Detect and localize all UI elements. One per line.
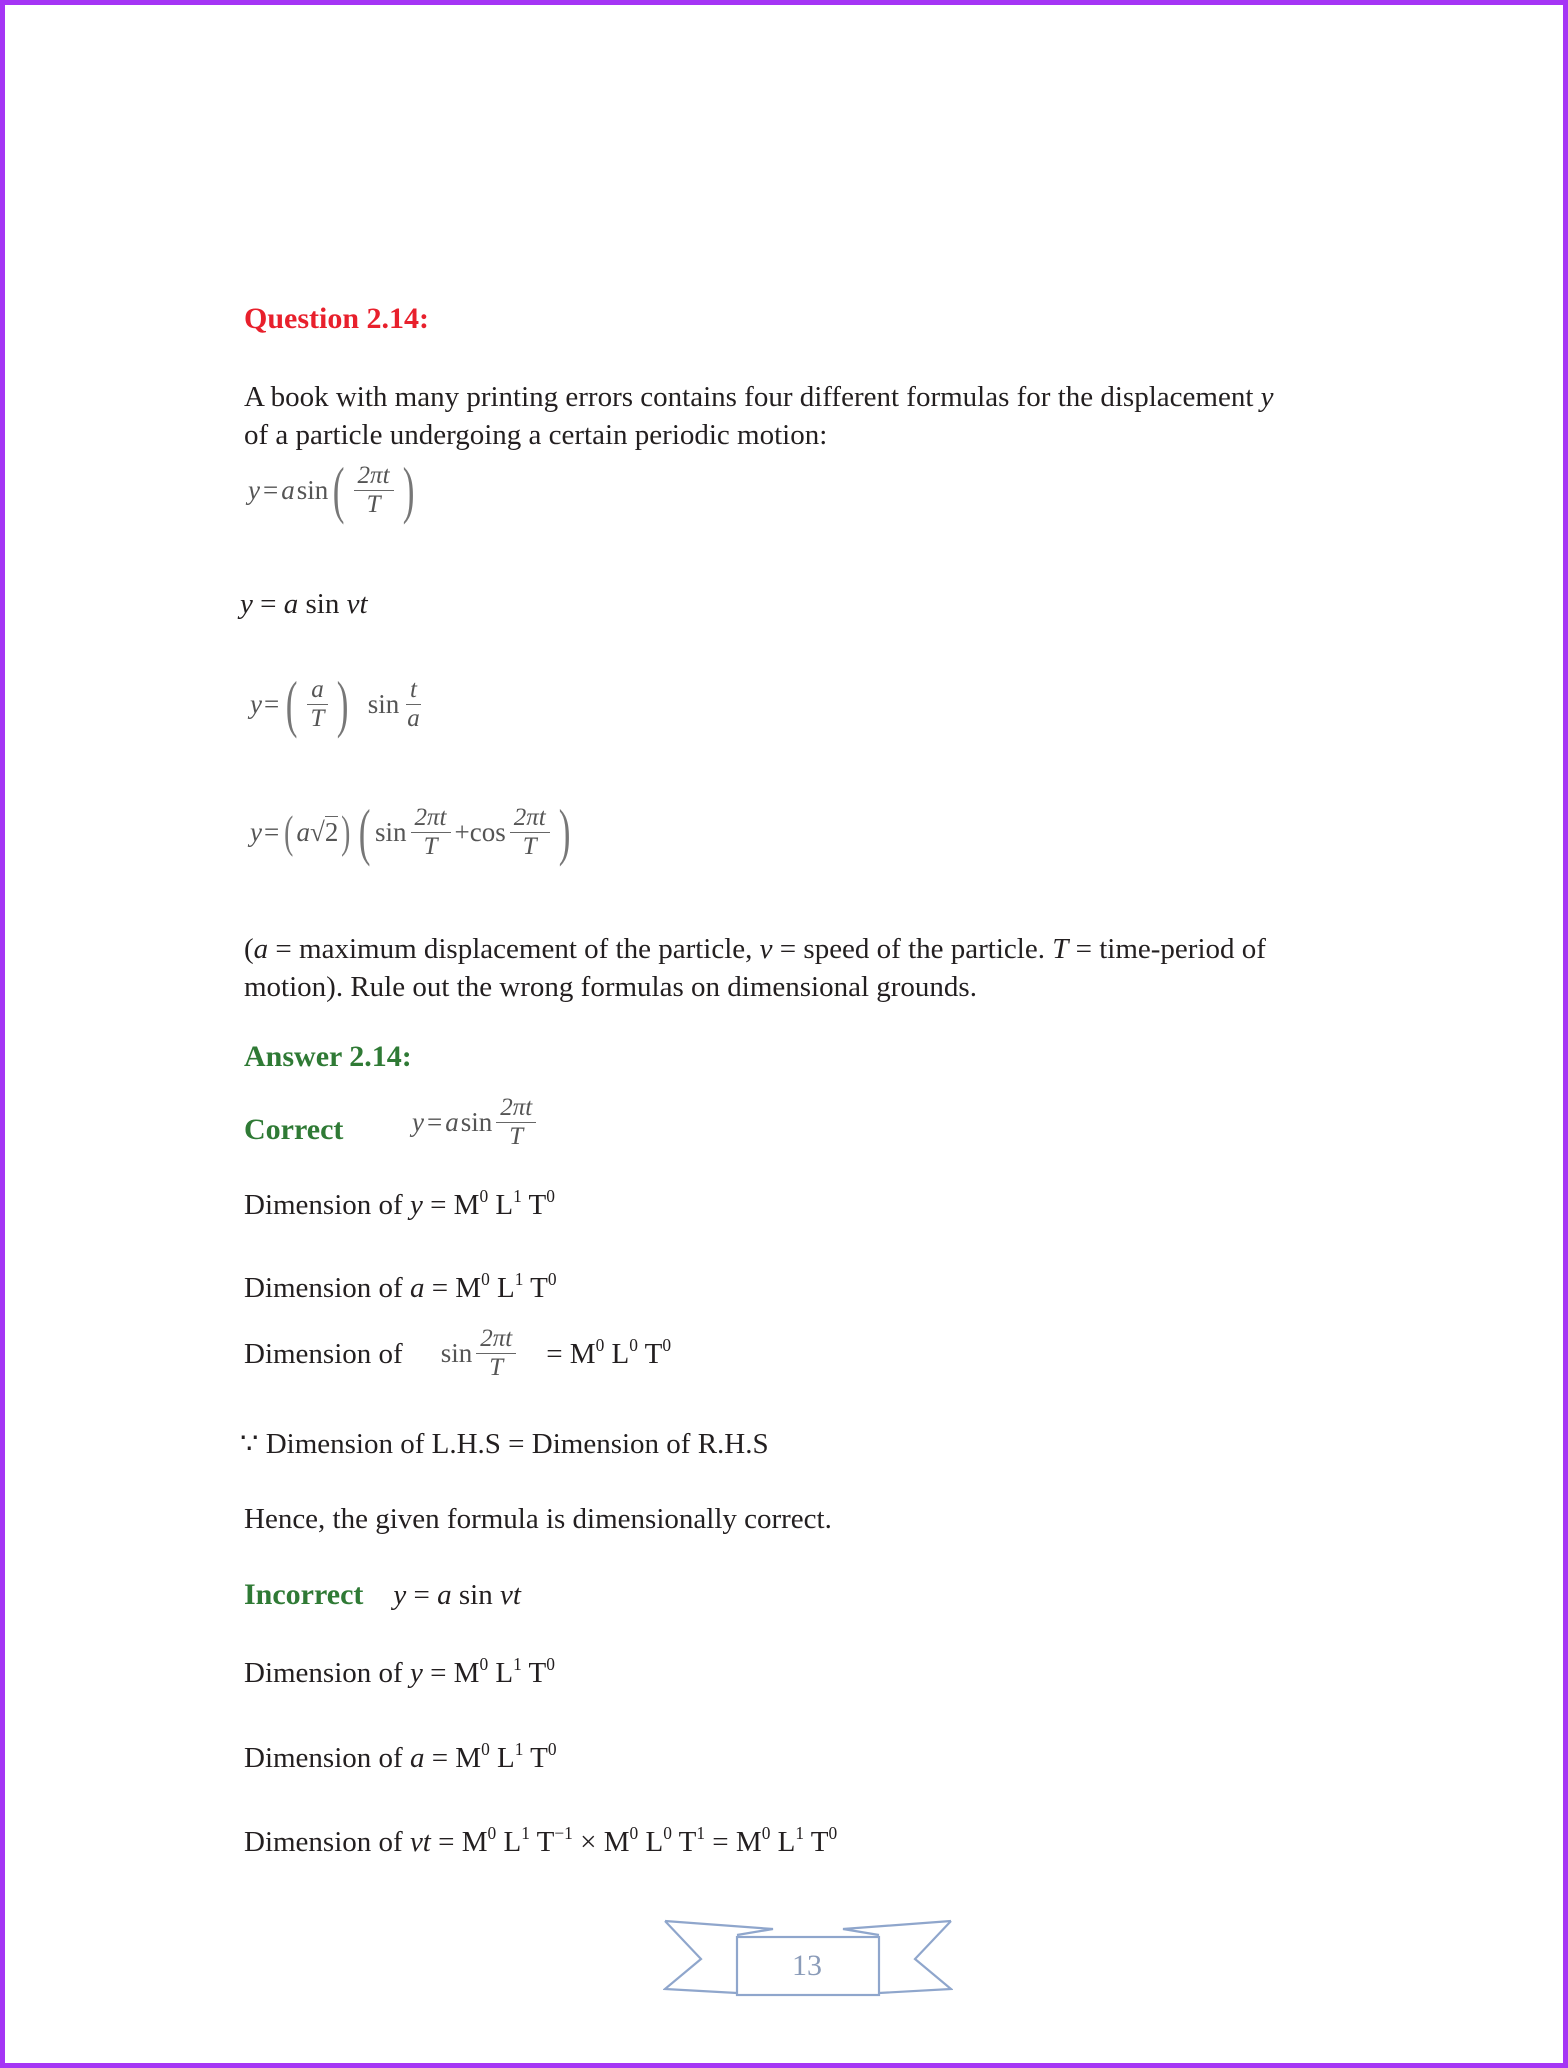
equals-sign: = (406, 1579, 438, 1611)
equals-sign: = (263, 816, 280, 847)
incorrect-dim-a: Dimension of $a = M^0$ $L^1$ $T^0$ (244, 1738, 557, 1774)
exp-M: 0 (481, 1738, 490, 1759)
fraction-a-over-T (307, 676, 329, 733)
intro-var-y: y (1260, 381, 1274, 413)
sqrt-value: 2 (324, 817, 339, 847)
exp-L: 1 (521, 1822, 530, 1843)
var-v: v (759, 933, 773, 965)
incorrect-formula (393, 1576, 521, 1614)
note-line-1 (244, 930, 1266, 968)
correct-dim-sin (244, 1325, 671, 1382)
denominator: a (407, 704, 420, 732)
exp-L: 0 (663, 1822, 672, 1843)
var-vt: vt (409, 1826, 431, 1858)
exp-L: 1 (795, 1822, 805, 1843)
question-heading: Question 2.14: (244, 302, 430, 335)
text: Dimension of (244, 1826, 410, 1858)
fraction (354, 462, 394, 519)
correct-formula (412, 1094, 540, 1151)
incorrect-row (244, 1576, 521, 1614)
formula-lhs: y (393, 1579, 407, 1611)
exp-T: 0 (662, 1334, 672, 1355)
fraction (496, 1094, 536, 1151)
text: Dimension of (244, 1272, 410, 1304)
because-statement: ∵ Dimension of L.H.S = Dimension of R.H.S (240, 1428, 769, 1460)
page-number: 13 (792, 1949, 822, 1982)
exp-L: 1 (514, 1268, 524, 1289)
exp-T: 0 (546, 1185, 555, 1206)
question-intro-line-1 (244, 378, 1274, 416)
denominator: T (366, 490, 381, 518)
formula-var-a: a (437, 1579, 452, 1611)
incorrect-dim-y: Dimension of $y = M^0$ $L^1$ $T^0$ (244, 1653, 555, 1689)
var-y: y (409, 1657, 423, 1689)
correct-dim-a: Dimension of $a = M^0$ $L^1$ $T^0$ (244, 1268, 557, 1304)
formula-arg-vt: vt (346, 588, 368, 620)
text: = maximum displacement of the particle, (268, 933, 760, 965)
fraction (510, 804, 550, 861)
exp-L: 1 (513, 1185, 522, 1206)
formula-4 (250, 796, 575, 867)
formula-lhs: y (248, 474, 260, 505)
exp-T: −1 (554, 1822, 573, 1843)
sqrt-symbol: √ (310, 816, 325, 847)
numerator: 2πt (496, 1094, 536, 1123)
incorrect-label: Incorrect (244, 1578, 364, 1611)
formula-lhs: y (250, 816, 262, 847)
equals-sign: = (262, 474, 279, 505)
left-paren: ( (286, 668, 298, 739)
right-paren: ) (402, 454, 415, 525)
formula-lhs: y (412, 1107, 424, 1137)
function-sin: sin (375, 816, 407, 847)
denominator: T (489, 1354, 504, 1381)
var-a: a (409, 1272, 425, 1304)
exp-T: 0 (547, 1268, 557, 1289)
dim-value: = $M^0$ $L^0$ $T^0$ (546, 1334, 672, 1370)
note-line-2: motion). Rule out the wrong formulas on dimensional grounds. (244, 971, 977, 1003)
exp-L: 1 (513, 1653, 522, 1674)
right-paren: ) (558, 796, 571, 867)
numerator: a (307, 676, 328, 705)
times-sign: × (572, 1826, 604, 1858)
numerator: 2πt (354, 462, 394, 491)
fraction (411, 804, 451, 861)
formula-lhs: y (250, 688, 262, 719)
text: = speed of the particle. (772, 933, 1053, 965)
text: Dimension of (244, 1189, 410, 1221)
incorrect-dim-vt: Dimension of vt = $M^0$ $L^1$ $T^{-1} \times M^0$ $L^0$ $T^1 = M^0$ $L^1$ $T^0$ (244, 1822, 838, 1858)
answer-heading: Answer 2.14: (244, 1040, 412, 1073)
formula-1 (248, 454, 419, 525)
var-y: y (409, 1189, 423, 1221)
left-paren: ( (333, 454, 345, 525)
equals-sign: = (252, 588, 284, 620)
exp-M: 0 (481, 1268, 490, 1289)
exp-M: 0 (479, 1653, 489, 1674)
sin-fraction (441, 1325, 521, 1382)
correct-dim-y: Dimension of $y = M^0$ $L^1$ $T^0$ (244, 1185, 555, 1221)
correct-conclusion: Hence, the given formula is dimensionally correct. (244, 1503, 832, 1535)
function-sin: sin (367, 688, 400, 719)
exp-M: 0 (487, 1822, 497, 1843)
exp-L: 0 (629, 1334, 638, 1355)
numerator: 2πt (411, 804, 451, 833)
numerator: t (406, 676, 421, 705)
formula-var-a: a (445, 1107, 459, 1137)
exp-T: 0 (828, 1822, 838, 1843)
formula-3 (250, 668, 428, 739)
text: ( (244, 933, 254, 965)
question-intro-line-2: of a particle undergoing a certain periodic motion: (244, 419, 828, 451)
exp-T: 0 (547, 1738, 557, 1759)
function-sin: sin (460, 1107, 493, 1137)
denominator: T (509, 1123, 524, 1150)
text: Dimension of (244, 1337, 403, 1370)
var-a: a (409, 1742, 425, 1774)
text: = time-period of (1068, 933, 1266, 965)
denominator: T (423, 832, 438, 860)
fraction (476, 1325, 516, 1382)
function-sin: sin (296, 474, 329, 505)
exp-T: 1 (696, 1822, 706, 1843)
exp-M: 0 (629, 1822, 639, 1843)
numerator: 2πt (510, 804, 550, 833)
intro-text: A book with many printing errors contains four different formulas for the displacement (244, 381, 1261, 413)
text: Dimension of (244, 1742, 410, 1774)
var-a: a (253, 933, 269, 965)
function-cos: cos (469, 816, 506, 847)
left-paren: ( (284, 806, 294, 857)
exp-M: 0 (479, 1185, 489, 1206)
denominator: T (522, 832, 537, 860)
exp-T: 0 (546, 1653, 555, 1674)
formula-var-a: a (281, 474, 295, 505)
right-paren: ) (337, 668, 349, 739)
formula-lhs: y (240, 588, 253, 620)
formula-arg-vt: vt (499, 1579, 521, 1611)
formula-2 (240, 585, 368, 623)
formula-var-a: a (283, 588, 299, 620)
equals-sign: = (263, 688, 280, 719)
var-T: T (1052, 933, 1069, 965)
denominator: T (310, 704, 325, 732)
exp-M: 0 (761, 1822, 771, 1843)
exp-L: 1 (514, 1738, 524, 1759)
function-sin: sin (440, 1338, 473, 1368)
numerator: 2πt (476, 1325, 516, 1354)
text: Dimension of (244, 1657, 410, 1689)
right-paren: ) (341, 806, 351, 857)
function-sin: sin (451, 1579, 500, 1611)
correct-label: Correct (244, 1113, 344, 1146)
formula-var-a: a (296, 816, 311, 847)
fraction-t-over-a (403, 676, 424, 733)
left-paren: ( (358, 796, 371, 867)
equals-sign: = (426, 1107, 443, 1137)
plus-sign: + (454, 816, 470, 847)
exp-M: 0 (595, 1334, 605, 1355)
function-sin: sin (298, 588, 347, 620)
